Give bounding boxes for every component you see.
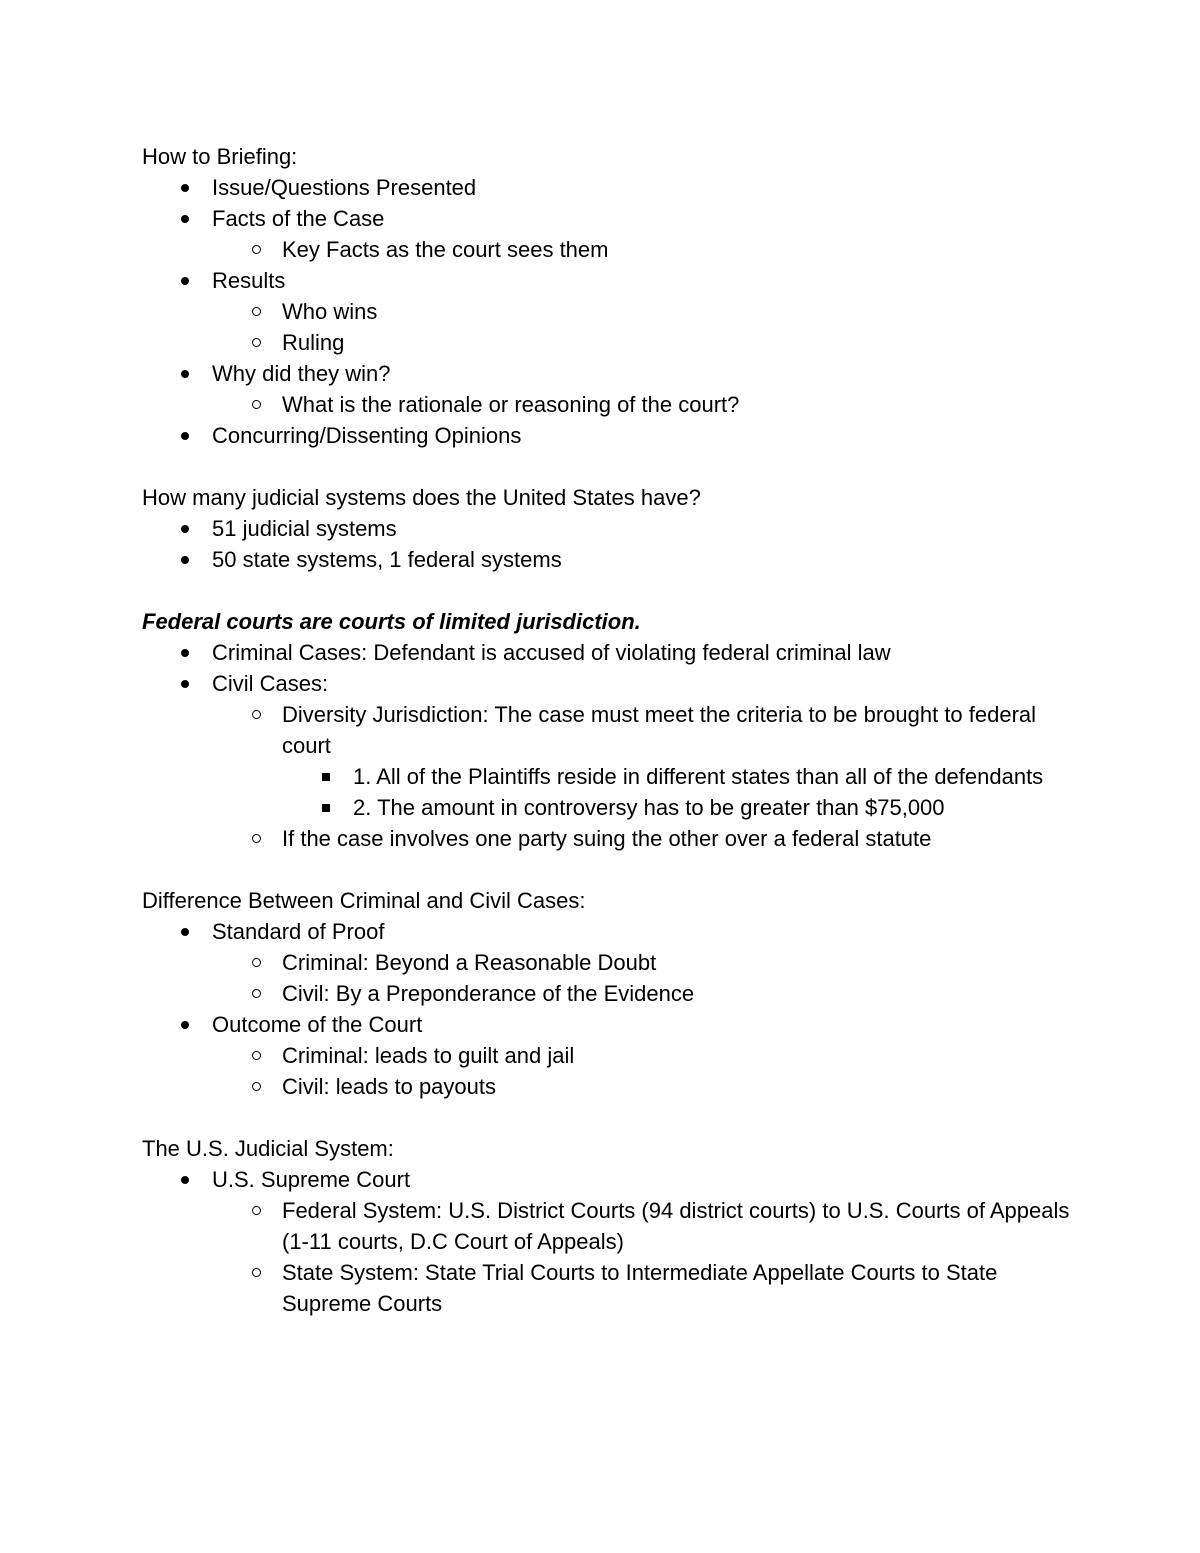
list-item: Criminal Cases: Defendant is accused of violating federal criminal law — [142, 637, 1072, 668]
filled-bullet-icon — [178, 172, 192, 203]
sub-bullet-list — [142, 296, 1072, 358]
list-item: If the case involves one party suing the other over a federal statute — [142, 823, 1072, 854]
hollow-bullet-icon — [249, 699, 263, 730]
section-heading: How to Briefing: — [142, 144, 298, 169]
spacer — [142, 451, 1072, 482]
list-item: Civil Cases: — [142, 668, 1072, 699]
list-item: Concurring/Dissenting Opinions — [142, 420, 1072, 451]
filled-bullet-icon — [178, 668, 192, 699]
filled-bullet-icon — [178, 203, 192, 234]
filled-bullet-icon — [178, 265, 192, 296]
bullet-list — [142, 916, 1072, 947]
hollow-bullet-icon — [249, 1257, 263, 1288]
sub-sub-bullet-list — [142, 761, 1072, 823]
list-item: Civil: By a Preponderance of the Evidence — [142, 978, 1072, 1009]
hollow-bullet-icon — [249, 947, 263, 978]
list-item: What is the rationale or reasoning of the court? — [142, 389, 1072, 420]
document-page — [142, 141, 1072, 1319]
list-item: U.S. Supreme Court — [142, 1164, 1072, 1195]
section-federal-courts — [142, 606, 1072, 854]
hollow-bullet-icon — [249, 234, 263, 265]
sub-bullet-list — [142, 234, 1072, 265]
hollow-bullet-icon — [249, 389, 263, 420]
bullet-list — [142, 358, 1072, 389]
filled-bullet-icon — [178, 916, 192, 947]
hollow-bullet-icon — [249, 823, 263, 854]
sub-bullet-list — [142, 1195, 1072, 1319]
filled-bullet-icon — [178, 513, 192, 544]
list-item: Standard of Proof — [142, 916, 1072, 947]
list-item: Key Facts as the court sees them — [142, 234, 1072, 265]
sub-bullet-list — [142, 1040, 1072, 1102]
section-heading: Federal courts are courts of limited jurisdiction. — [142, 609, 641, 634]
list-item: Facts of the Case — [142, 203, 1072, 234]
list-item: 2. The amount in controversy has to be greater than $75,000 — [142, 792, 1072, 823]
list-item: Civil: leads to payouts — [142, 1071, 1072, 1102]
list-item: 51 judicial systems — [142, 513, 1072, 544]
hollow-bullet-icon — [249, 978, 263, 1009]
filled-bullet-icon — [178, 420, 192, 451]
hollow-bullet-icon — [249, 1195, 263, 1226]
list-item: Issue/Questions Presented — [142, 172, 1072, 203]
list-item: Ruling — [142, 327, 1072, 358]
section-criminal-vs-civil — [142, 885, 1072, 1102]
list-item: Who wins — [142, 296, 1072, 327]
filled-bullet-icon — [178, 358, 192, 389]
section-heading: How many judicial systems does the United States have? — [142, 485, 701, 510]
bullet-list — [142, 637, 1072, 699]
sub-bullet-list — [142, 823, 1072, 854]
section-judicial-systems — [142, 482, 1072, 575]
square-bullet-icon — [319, 792, 333, 823]
filled-bullet-icon — [178, 544, 192, 575]
sub-bullet-list — [142, 389, 1072, 420]
list-item: Criminal: Beyond a Reasonable Doubt — [142, 947, 1072, 978]
bullet-list — [142, 1164, 1072, 1195]
bullet-list — [142, 265, 1072, 296]
section-how-to-briefing — [142, 141, 1072, 451]
hollow-bullet-icon — [249, 327, 263, 358]
list-item: 50 state systems, 1 federal systems — [142, 544, 1072, 575]
list-item: Criminal: leads to guilt and jail — [142, 1040, 1072, 1071]
bullet-list — [142, 513, 1072, 575]
hollow-bullet-icon — [249, 1040, 263, 1071]
list-item: Diversity Jurisdiction: The case must meet the criteria to be brought to federal court — [142, 699, 1072, 761]
spacer — [142, 575, 1072, 606]
bullet-list — [142, 172, 1072, 234]
list-item: Outcome of the Court — [142, 1009, 1072, 1040]
section-heading: The U.S. Judicial System: — [142, 1136, 394, 1161]
filled-bullet-icon — [178, 637, 192, 668]
list-item: 1. All of the Plaintiffs reside in different states than all of the defendants — [142, 761, 1072, 792]
section-heading: Difference Between Criminal and Civil Cases: — [142, 888, 586, 913]
square-bullet-icon — [319, 761, 333, 792]
section-us-judicial-system — [142, 1133, 1072, 1319]
bullet-list — [142, 420, 1072, 451]
list-item: State System: State Trial Courts to Intermediate Appellate Courts to State Supreme Courts — [142, 1257, 1072, 1319]
spacer — [142, 854, 1072, 885]
spacer — [142, 1102, 1072, 1133]
list-item: Federal System: U.S. District Courts (94 district courts) to U.S. Courts of Appeals (1-11 courts, D.C Court of Appeals) — [142, 1195, 1072, 1257]
list-item: Results — [142, 265, 1072, 296]
sub-bullet-list — [142, 947, 1072, 1009]
bullet-list — [142, 1009, 1072, 1040]
hollow-bullet-icon — [249, 1071, 263, 1102]
list-item: Why did they win? — [142, 358, 1072, 389]
hollow-bullet-icon — [249, 296, 263, 327]
sub-bullet-list — [142, 699, 1072, 761]
filled-bullet-icon — [178, 1164, 192, 1195]
filled-bullet-icon — [178, 1009, 192, 1040]
